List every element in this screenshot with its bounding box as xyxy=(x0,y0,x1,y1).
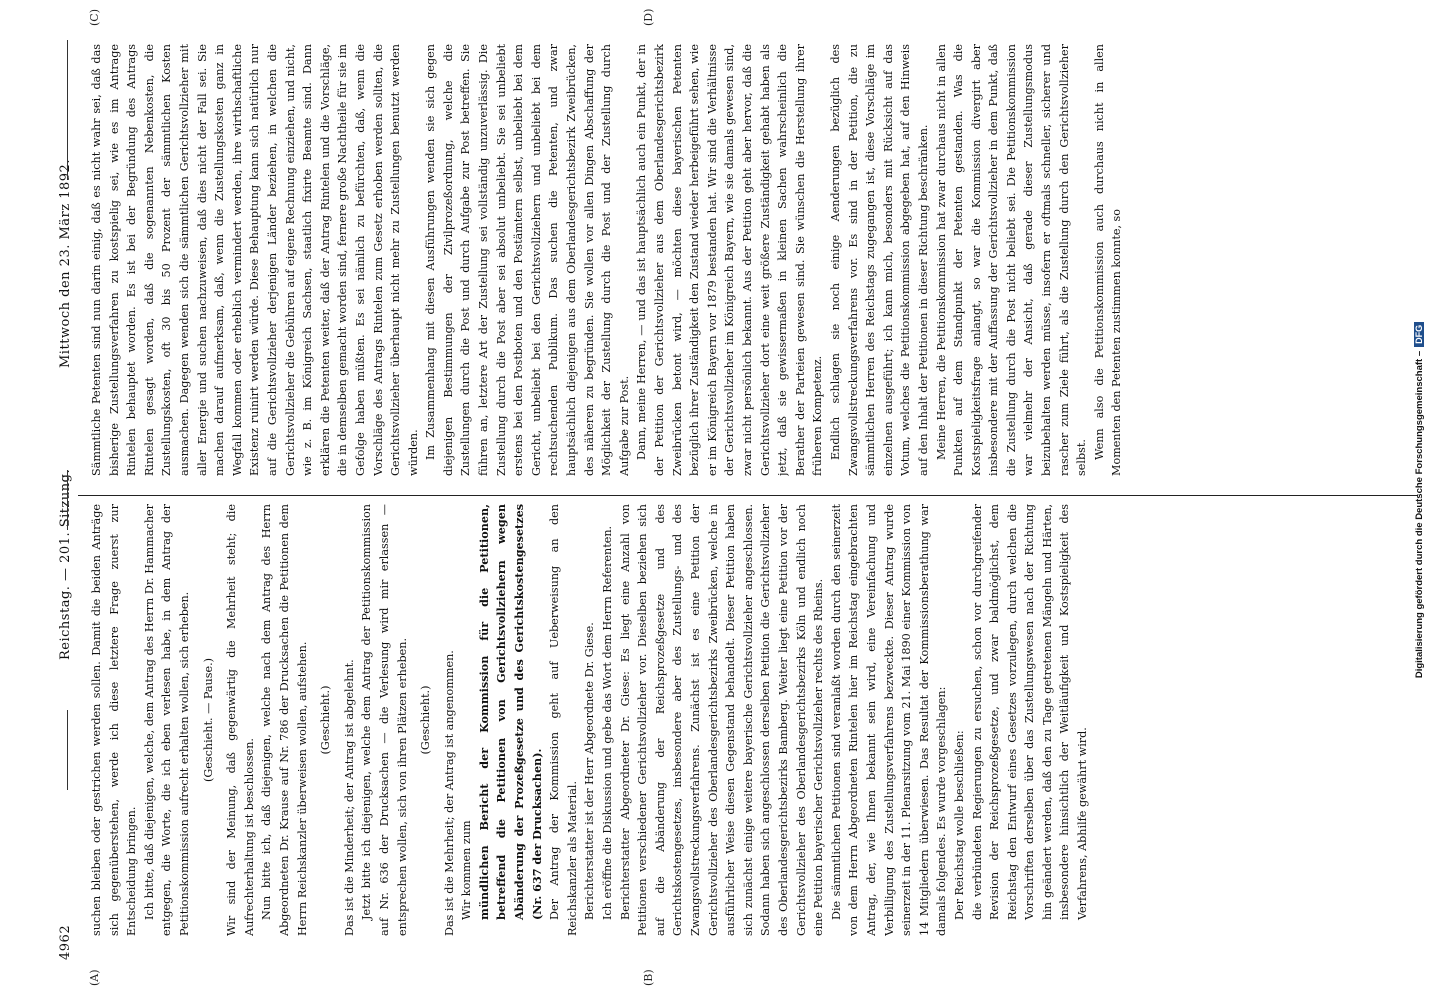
paragraph: Im Zusammenhang mit diesen Ausführungen wenden sie sich gegen diejenigen Bestimmungen der Zivilprozeßordnung, welche die Zustellungen durch die Post und durch Aufgabe zur Post betreffen. Sie führen an, letztere Art der Zustellung sei vollständig unzuverlässig. Die Zustellung durch die Post aber sei absolut unbeliebt. Sie sei unbeliebt erstens bei den Postboten und den Postämtern selbst, unbeliebt bei dem Gericht, unbeliebt bei den Gerichtsvollziehern und unbeliebt bei dem rechtsuchenden Publikum. Das suchen die Petenten, und zwar hauptsächlich diejenigen aus dem Oberlandesgerichtsbezirk Zweibrücken, des näheren zu begründen. Sie wollen vor allen Dingen Abschaffung der Möglichkeit der Zustellung durch die Post und der Zustellung durch Aufgabe zur Post. xyxy=(424,44,631,476)
session-date: Mittwoch den 23. März 1892. xyxy=(58,159,73,368)
paragraph: Der Reichstag wolle beschließen: xyxy=(952,730,966,920)
paragraph: (Geschieht.) xyxy=(419,685,433,755)
paragraph: die verbündeten Regierungen zu ersuchen, schon vor durchgreifender Revision der Reichsprozeßgesetze, und zwar baldmöglichst, dem Reichstag den Entwurf eines Gesetzes vorzulegen, durch welchen die Vorschriften derselben über das Zustellungswesen nach der Richtung hin geändert werden, daß den zu Tage getretenen Mängeln und Härten, insbesondere hinsichtlich der Weitläufigkeit und Kostspieligkeit des Verfahrens, Abhilfe gewährt wird. xyxy=(970,504,1090,920)
paragraph: Ich eröffne die Diskussion und gebe das Wort dem Herrn Referenten. xyxy=(601,525,615,920)
header-rule xyxy=(67,40,68,180)
paragraph: Sämmtliche Petenten sind nun darin einig, daß es nicht wahr sei, daß das bisherige Zustellungsverfahren zu kostspielig sei, wie es im Antrage Rintelen behauptet worden. Es ist bei der Begründung des Antrags Rintelen gesagt worden, daß die sogenannten Nebenkosten, die Zustellungskosten, oft 30 bis 50 Prozent der sämmtlichen Kosten ausmachen. Dagegen wenden sich die sämmtlichen Gerichtsvollzieher mit aller Energie und suchen nachzuweisen, daß dies nicht der Fall sei. Sie machen darauf aufmerksam, daß, wenn die Zustellungskosten ganz in Wegfall kommen oder erheblich vermindert werden, ihre wirthschaftliche Existenz ruinirt werden würde. Diese Behauptung kann sich natürlich nur auf die Gerichtsvollzieher derjenigen Länder beziehen, in welchen die Gerichtsvollzieher die Gebühren auf eigene Rechnung einziehen, und nicht, wie z. B. im Königreich Sachsen, staatlich fixirte Beamte sind. Dann erklären die Petenten weiter, daß der Antrag Rintelen und die Vorschläge, die in demselben gemacht worden sind, fernere große Nachtheile für sie im Gefolge haben müßten. Es sei nämlich zu befürchten, daß, wenn die Vorschläge des Antrags Rintelen zum Gesetz erhoben werden sollten, die Gerichtsvollzieher überhaupt nicht mehr zu Zustellungen benutzt werden würden. xyxy=(90,44,420,476)
paragraph: Dann, meine Herren, — und das ist hauptsächlich auch ein Punkt, der in der Petition der Gerichtsvollzieher aus dem Oberlandesgerichtsbezirk Zweibrücken betont wird, — möchten diese bayerischen Petenten bezüglich ihrer Zuständigkeit den Zustand wieder herbeigeführt sehen, wie er im Königreich Bayern vor 1879 bestanden hat. Wir sind die Verhältnisse der Gerichtsvollzieher im Königreich Bayern, wie sie damals gewesen sind, zwar nicht persönlich bekannt. Aus der Petition geht aber hervor, daß die Gerichtsvollzieher dort eine weit größere Zuständigkeit gehabt haben als jetzt, daß sie gewissermaßen in kleinen Sachen wahrscheinlich die Berather der Parteien gewesen sind. Sie wünschen die Herstellung ihrer früheren Kompetenz. xyxy=(635,44,825,476)
margin-marker-c: (C) xyxy=(88,9,101,26)
header-rule xyxy=(67,470,68,530)
paragraph: Jetzt bitte ich diejenigen, welche dem Antrag der Petitionskommission auf Nr. 636 der Drucksachen — die Verlesung wird mir erlassen — entsprechen wollen, sich von ihren Plätzen erheben. xyxy=(360,504,409,936)
paragraph: Das ist die Mehrheit; der Antrag ist angenommen. xyxy=(442,650,456,936)
paragraph: Das ist die Minderheit; der Antrag ist abgelehnt. xyxy=(342,659,356,936)
right-text-column xyxy=(88,44,1408,476)
paragraph: Meine Herren, die Petitionskommission hat zwar durchaus nicht in allen Punkten auf dem Standpunkt der Petenten gestanden. Was die Kostspieligkeitsfrage anlangt, so war die Kommission divergirt aber insbesondere mit der Auffassung der Gerichtsvollzieher in dem Punkt, daß die Zustellung durch die Post nicht beliebt sei. Die Petitionskommission war vielmehr der Ansicht, daß gerade dieser Zustellungsmodus beizubehalten werden müsse, insofern er oftmals schneller, sicherer und rascher zum Ziele führt, als die Zustellung durch den Gerichtsvollzieher selbst. xyxy=(934,44,1089,476)
page-number: 4962 xyxy=(58,924,73,960)
paragraph: suchen bleiben oder gestrichen werden sollen. Damit die beiden Anträge sich gegenüberstehen, werde ich diese letztere Frage zuerst zur Entscheidung bringen. xyxy=(90,504,139,936)
paragraph: Die sämmtlichen Petitionen sind veranlaßt worden durch den seinerzeit von dem Herrn Abgeordneten Rintelen hier im Reichstag eingebrachten Antrag, der, wie Ihnen bekannt sein wird, eine Vereinfachung und Verbilligung des Zustellungsverfahrens bezweckte. Dieser Antrag wurde seinerzeit in der 11. Plenarsitzung vom 21. Mai 1890 einer Kommission von 14 Mitgliedern überwiesen. Das Resultat der Kommissionsberathung war damals folgendes. Es wurde vorgeschlagen: xyxy=(829,504,949,936)
paragraph: Berichterstatter ist der Herr Abgeordnete Dr. Giese. xyxy=(583,622,597,920)
paragraph: (Geschieht.) xyxy=(319,685,333,755)
margin-marker-d: (D) xyxy=(642,8,655,26)
paragraph: Wenn also die Petitionskommission auch durchaus nicht in allen Momenten den Petenten zustimmen konnte, so xyxy=(1092,44,1124,476)
paragraph: Berichterstatter Abgeordneter Dr. Giese: Es liegt eine Anzahl von Petitionen verschiedener Gerichtsvollzieher vor. Dieselben beziehen sich auf die Abänderung der Reichsprozeßgesetze und des Gerichtskostengesetzes, insbesondere aber des Zustellungs- und des Zwangsvollstreckungsverfahrens. Zunächst ist es eine Petition der Gerichtsvollzieher des Oberlandesgerichtsbezirks Zweibrücken, welche in ausführlicher Weise diesen Gegenstand behandelt. Dieser Petition haben sich zunächst einige weitere bayerische Gerichtsvollzieher angeschlossen. Sodann haben sich angeschlossen derselben Petition die Gerichtsvollzieher des Oberlandesgerichtsbezirks Bamberg. Weiter liegt eine Petition vor der Gerichtsvollzieher des Oberlandesgerichtsbezirks Köln und endlich noch eine Petition bayerischer Gerichtsvollzieher rechts des Rheins. xyxy=(618,504,826,936)
margin-marker-b: (B) xyxy=(642,969,655,986)
footer-text: Digitalisierung gefördert durch die Deutsche Forschungsgemeinschaft – xyxy=(1414,350,1425,679)
header-rule xyxy=(67,710,68,790)
paragraph: Endlich schlagen sie noch einige Aenderungen bezüglich des Zwangsvollstreckungsverfahrens vor. Es sind in der Petition, die zu sämmtlichen Herren des Reichstags zugegangen ist, diese Vorschläge im einzelnen ausgeführt; ich kann mich, besonders mit Rücksicht auf das Votum, welches die Petitionskommission abgegeben hat, auf den Hinweis auf den Inhalt der Petitionen in dieser Richtung beschränken. xyxy=(828,44,930,476)
column-divider xyxy=(78,495,1418,496)
paragraph: Ich bitte, daß diejenigen, welche, dem Antrag des Herrn Dr. Hammacher entgegen, die Worte, die ich eben verlesen habe, in dem Antrag der Petitionskommission aufrecht erhalten wollen, sich erheben. xyxy=(142,504,191,936)
session-title: Reichstag. — 201. Sitzung. xyxy=(58,468,73,660)
page-header xyxy=(58,0,76,1000)
paragraph: Wir kommen zum xyxy=(460,820,474,920)
digitization-footer xyxy=(1414,0,1432,1000)
paragraph: mündlichen Bericht der Kommission für die Petitionen, betreffend die Petitionen von Gerichtsvollziehern wegen Abänderung der Prozeßgesetze und des Gerichtskostengesetzes (Nr. 637 der Drucksachen). xyxy=(476,504,544,920)
dfg-logo: DFG xyxy=(1414,322,1424,347)
paragraph: Nun bitte ich, daß diejenigen, welche nach dem Antrag des Herrn Abgeordneten Dr. Krause auf Nr. 786 der Drucksachen die Petitionen dem Herrn Reichskanzler überweisen wollen, aufstehen. xyxy=(260,504,309,936)
paragraph: Der Antrag der Kommission geht auf Ueberweisung an den Reichskanzler als Material. xyxy=(548,504,579,936)
paragraph: Wir sind der Meinung, daß gegenwärtig die Mehrheit steht; die Aufrechterhaltung ist beschlossen. xyxy=(225,504,256,936)
paragraph: (Geschieht. — Pause.) xyxy=(201,657,215,783)
left-text-column xyxy=(88,504,1408,936)
margin-marker-a: (A) xyxy=(88,969,101,986)
